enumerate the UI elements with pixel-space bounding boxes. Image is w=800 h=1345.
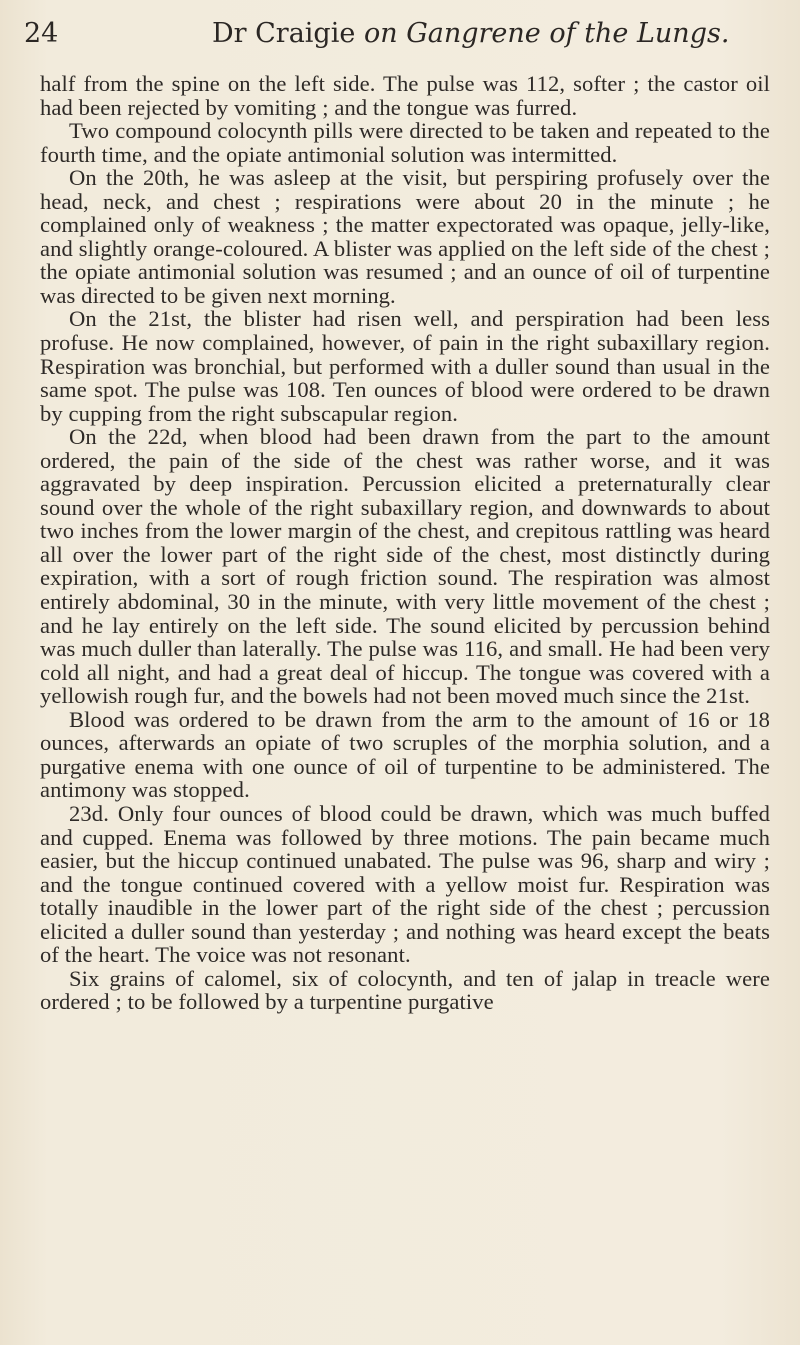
paragraph-8: Six grains of calomel, six of colocynth, and ten of jalap in treacle were ordered ; to be followed by a turpentine purgative	[40, 965, 770, 1015]
header-author: Dr Craigie	[212, 18, 356, 49]
paragraph-4: On the 21st, the blister had risen well, and perspiration had been less profuse. He now complained, however, of pain in the right subaxillary region. Respiration was bronchial, but performed with a duller sound than usual in the same spot. The pulse was 108. Ten ounces of blood were ordered to be drawn by cupping from the right subscapular region.	[40, 306, 770, 426]
page-number: 24	[24, 18, 59, 49]
paragraph-5: On the 22d, when blood had been drawn from the part to the amount ordered, the pain of the side of the chest was rather worse, and it was aggravated by deep inspiration. Percussion elicited a preternaturally clear sound over the whole of the right subaxillary region, and downwards to about two inches from the lower margin of the chest, and crepitous rattling was heard all over the lower part of the right side of the chest, most distinctly during expiration, with a sort of rough friction sound. The respiration was almost entirely abdominal, 30 in the minute, with very little movement of the chest ; and he lay entirely on the left side. The sound elicited by percussion behind was much duller than laterally. The pulse was 116, and small. He had been very cold all night, and had a great deal of hiccup. The tongue was covered with a yellowish rough fur, and the bowels had not been moved much since the 21st.	[40, 424, 770, 709]
paragraph-2: Two compound colocynth pills were directed to be taken and repeated to the fourth time, and the opiate antimonial solution was intermitted.	[40, 118, 770, 167]
paragraph-3: On the 20th, he was asleep at the visit, but perspiring profusely over the head, neck, and chest ; respirations were about 20 in the minute ; he complained only of weakness ; the matter expectorated was opaque, jelly-like, and slightly orange-coloured. A blister was applied on the left side of the chest ; the opiate antimonial solution was resumed ; and an ounce of oil of turpentine was directed to be given next morning.	[40, 165, 770, 308]
header-on: on	[363, 18, 398, 49]
running-header	[212, 18, 760, 54]
paragraph-1: half from the spine on the left side. The pulse was 112, softer ; the castor oil had been rejected by vomiting ; and the tongue was furred.	[40, 71, 770, 120]
paragraph-7: 23d. Only four ounces of blood could be drawn, which was much buffed and cupped. Enema was followed by three motions. The pain became much easier, but the hiccup continued unabated. The pulse was 96, sharp and wiry ; and the tongue continued covered with a yellow moist fur. Respiration was totally inaudible in the lower part of the right side of the chest ; percussion elicited a duller sound than yesterday ; and nothing was heard except the beats of the heart. The voice was not resonant.	[40, 800, 770, 968]
header-title: Gangrene of the Lungs.	[406, 18, 730, 49]
body-text	[40, 72, 770, 1014]
paragraph-6: Blood was ordered to be drawn from the arm to the amount of 16 or 18 ounces, afterwards an opiate of two scruples of the morphia solution, and a purgative enema with one ounce of oil of turpentine to be administered. The antimony was stopped.	[40, 706, 770, 803]
